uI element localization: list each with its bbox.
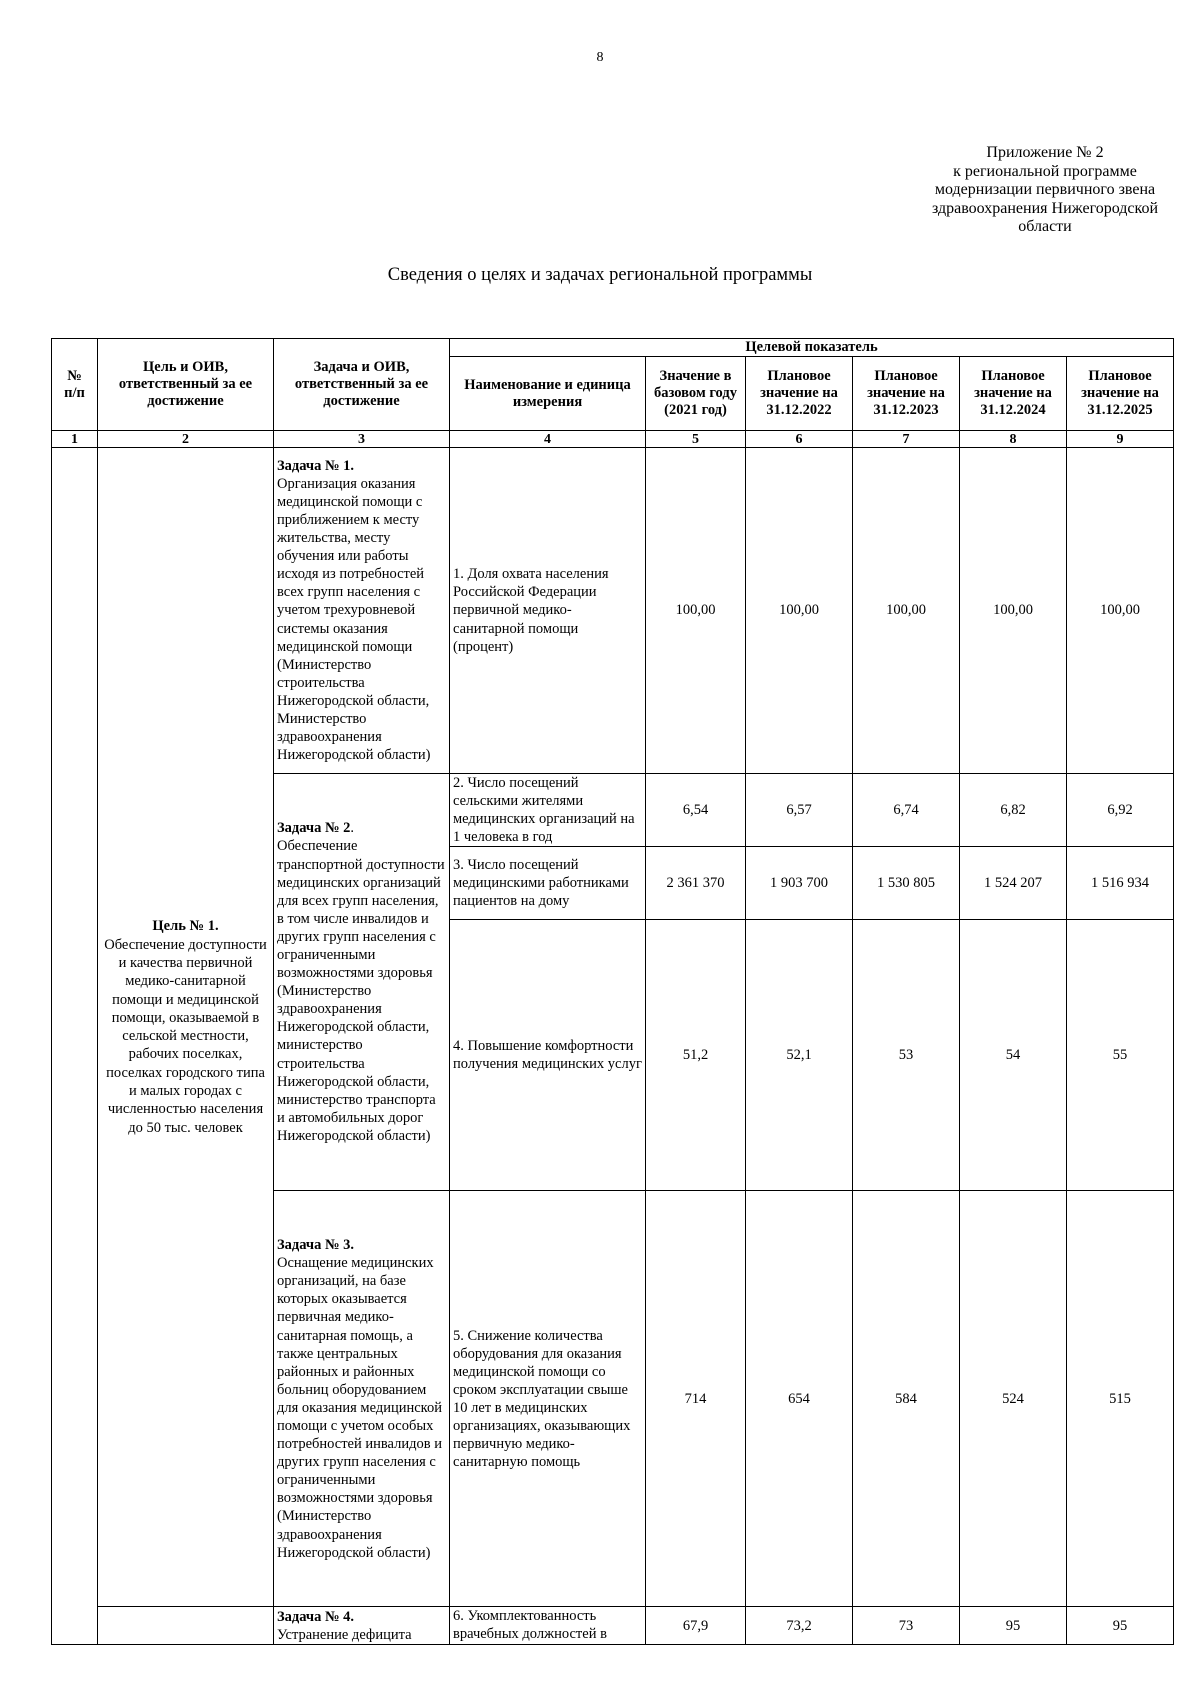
indicator-name: 1. Доля охвата населения Российской Федерации первичной медико-санитарной помощи (процент) xyxy=(450,448,646,774)
appendix-line: здравоохранения Нижегородской xyxy=(931,199,1159,217)
value-2023: 584 xyxy=(853,1191,960,1607)
column-number: 2 xyxy=(98,431,274,448)
column-numbers-row xyxy=(52,431,1174,448)
indicator-name: 2. Число посещений сельскими жителями медицинских организаций на 1 человека в год xyxy=(450,774,646,847)
header-target-indicator: Целевой показатель xyxy=(450,339,1174,357)
task-title: Задача № 3. xyxy=(277,1237,355,1254)
column-number: 3 xyxy=(274,431,450,448)
goal-text: Обеспечение доступности и качества первичной медико-санитарной помощи и медицинской помощи, оказываемой в сельской местности, рабочих поселках, поселках городского типа и малых городах с численностью населения до 50 тыс. человек xyxy=(104,936,267,1136)
column-number: 5 xyxy=(646,431,746,448)
indicator-name: 4. Повышение комфортности получения медицинских услуг xyxy=(450,920,646,1191)
goal-cell xyxy=(98,448,274,1607)
task-cell xyxy=(274,1607,450,1645)
header-task: Задача и ОИВ, ответственный за ее достижение xyxy=(274,339,450,431)
value-2023: 1 530 805 xyxy=(853,847,960,920)
document-title: Сведения о целях и задачах региональной программы xyxy=(387,265,813,285)
value-2022: 100,00 xyxy=(746,448,853,774)
table-row xyxy=(52,1607,1174,1645)
value-2025: 55 xyxy=(1067,920,1174,1191)
value-2025: 6,92 xyxy=(1067,774,1174,847)
header-number-line: № xyxy=(67,367,82,384)
task-cell xyxy=(274,774,450,1191)
appendix-note xyxy=(910,144,1180,237)
value-2025: 95 xyxy=(1067,1607,1174,1645)
value-2022: 52,1 xyxy=(746,920,853,1191)
value-2024: 54 xyxy=(960,920,1067,1191)
task-cell xyxy=(274,1191,450,1607)
column-number: 1 xyxy=(52,431,98,448)
task-text: Оснащение медицинских организаций, на базе которых оказывается первичная медико-санитарная помощь, а также центральных районных и районных больниц оборудованием для оказания медицинской помощи с учетом особых потребностей инвалидов и других групп населения с ограниченными возможностями здоровья (Министерство здравоохранения Нижегородской области) xyxy=(277,1255,442,1561)
value-2025: 515 xyxy=(1067,1191,1174,1607)
header-number-line: п/п xyxy=(64,384,85,401)
column-number: 9 xyxy=(1067,431,1174,448)
value-base: 100,00 xyxy=(646,448,746,774)
column-number: 7 xyxy=(853,431,960,448)
value-base: 6,54 xyxy=(646,774,746,847)
indicator-name: 5. Снижение количества оборудования для оказания медицинской помощи со сроком эксплуатации свыше 10 лет в медицинских организациях, оказывающих первичную медико-санитарную помощь xyxy=(450,1191,646,1607)
value-2023: 53 xyxy=(853,920,960,1191)
value-2022: 73,2 xyxy=(746,1607,853,1645)
value-2022: 1 903 700 xyxy=(746,847,853,920)
header-indicator-name: Наименование и единица измерения xyxy=(450,357,646,431)
header-plan-2024: Плановое значение на 31.12.2024 xyxy=(960,357,1067,431)
value-2024: 6,82 xyxy=(960,774,1067,847)
header-number xyxy=(52,339,98,431)
column-number: 8 xyxy=(960,431,1067,448)
column-number: 6 xyxy=(746,431,853,448)
value-2023: 100,00 xyxy=(853,448,960,774)
header-plan-2025: Плановое значение на 31.12.2025 xyxy=(1067,357,1174,431)
column-number: 4 xyxy=(450,431,646,448)
task-text: Обеспечение транспортной доступности медицинских организаций для всех групп населения, в том числе инвалидов и других групп населения с ограниченными возможностями здоровья (Министерство здравоохранения Нижегородской области, министерство строительства Нижегородской области, министерство транспорта и автомобильных дорог Нижегородской области) xyxy=(277,838,445,1144)
header-plan-2022: Плановое значение на 31.12.2022 xyxy=(746,357,853,431)
value-2025: 1 516 934 xyxy=(1067,847,1174,920)
goals-table xyxy=(51,338,1174,1645)
value-base: 51,2 xyxy=(646,920,746,1191)
appendix-line: к региональной программе xyxy=(953,162,1137,180)
value-2022: 654 xyxy=(746,1191,853,1607)
appendix-line: Приложение № 2 xyxy=(986,144,1104,161)
value-2024: 100,00 xyxy=(960,448,1067,774)
indicator-name: 6. Укомплектованность врачебных должностей в xyxy=(450,1607,646,1645)
value-base: 2 361 370 xyxy=(646,847,746,920)
value-2024: 1 524 207 xyxy=(960,847,1067,920)
row-number-cell xyxy=(52,448,98,1645)
header-base-value: Значение в базовом году (2021 год) xyxy=(646,357,746,431)
task-text: Организация оказания медицинской помощи с приближением к месту жительства, месту обучения или работы исходя из потребностей всех групп населения с учетом трехуровневой системы оказания медицинской помощи (Министерство строительства Нижегородской области, Министерство здравоохранения Нижегородской области) xyxy=(277,475,431,764)
appendix-line: области xyxy=(1018,218,1072,235)
value-base: 67,9 xyxy=(646,1607,746,1645)
task-title: Задача № 2 xyxy=(277,820,351,837)
value-2024: 95 xyxy=(960,1607,1067,1645)
value-base: 714 xyxy=(646,1191,746,1607)
page-number: 8 xyxy=(596,50,604,65)
task-title: Задача № 4. xyxy=(277,1608,355,1625)
header-plan-2023: Плановое значение на 31.12.2023 xyxy=(853,357,960,431)
header-goal: Цель и ОИВ, ответственный за ее достижение xyxy=(98,339,274,431)
value-2023: 73 xyxy=(853,1607,960,1645)
value-2023: 6,74 xyxy=(853,774,960,847)
value-2022: 6,57 xyxy=(746,774,853,847)
task-title-suffix: . xyxy=(350,820,355,837)
task-text: Устранение дефицита xyxy=(277,1626,412,1643)
table-row xyxy=(52,448,1174,774)
task-title: Задача № 1. xyxy=(277,457,355,474)
value-2025: 100,00 xyxy=(1067,448,1174,774)
task-cell xyxy=(274,448,450,774)
goal-cell-continued xyxy=(98,1607,274,1645)
goal-title: Цель № 1. xyxy=(152,918,219,935)
indicator-name: 3. Число посещений медицинскими работниками пациентов на дому xyxy=(450,847,646,920)
appendix-line: модернизации первичного звена xyxy=(934,181,1156,198)
value-2024: 524 xyxy=(960,1191,1067,1607)
